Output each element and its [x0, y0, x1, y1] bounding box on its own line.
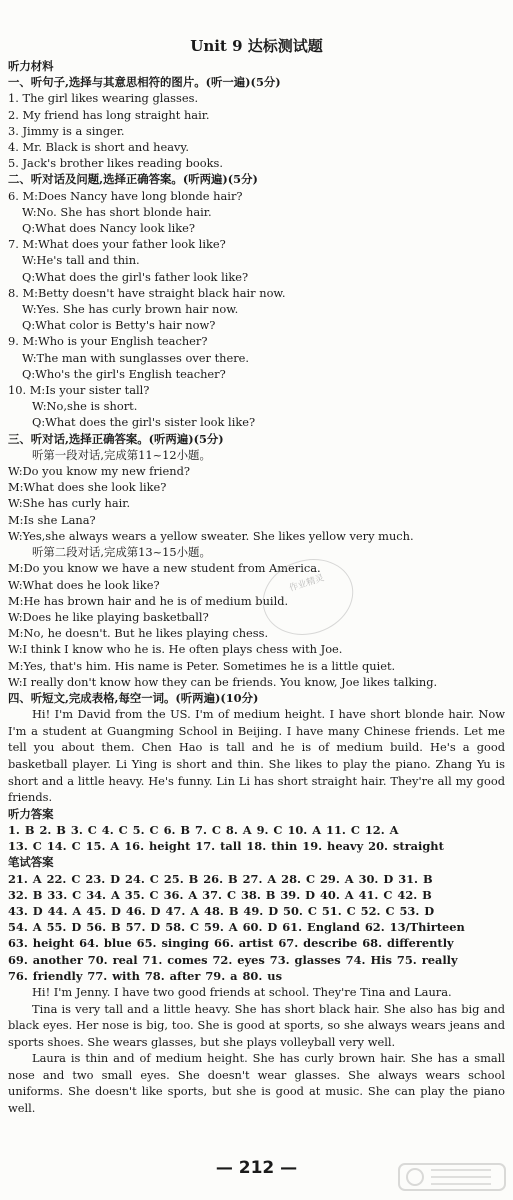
section-3b-intro: 听第二段对话,完成第13~15小题。: [32, 545, 211, 560]
answer-row: 43. D 44. A 45. D 46. D 47. A 48. B 49. D 50. C 51. C 52. C 53. D: [8, 903, 435, 918]
section-1-list: [8, 90, 505, 171]
dialogue-line: Q:What does the girl's father look like?: [22, 269, 249, 284]
answer-row: 69. another 70. real 71. comes 72. eyes 73. glasses 74. His 75. really: [8, 952, 458, 967]
dialogue-line: W:Do you know my new friend?: [8, 464, 190, 479]
answer-row: 32. B 33. C 34. A 35. C 36. A 37. C 38. B 39. D 40. A 41. C 42. B: [8, 887, 432, 902]
passage-paragraph-1: Hi! I'm Jenny. I have two good friends at school. They're Tina and Laura.: [32, 984, 452, 999]
written-answers: [8, 871, 505, 984]
dialogue-line: 9. M:Who is your English teacher?: [8, 334, 208, 349]
dialogue-line: Q:What does Nancy look like?: [22, 221, 196, 236]
sentence-item: 3. Jimmy is a singer.: [8, 123, 125, 138]
dialogue-line: W:Yes. She has curly brown hair now.: [22, 302, 239, 317]
answer-row: 76. friendly 77. with 78. after 79. a 80. us: [8, 968, 282, 983]
section-4-heading: 四、听短文,完成表格,每空一词。(听两遍)(10分): [8, 690, 259, 705]
section-3-heading: 三、听对话,选择正确答案。(听两遍)(5分): [8, 431, 224, 446]
section-4-passage: Hi! I'm David from the US. I'm of medium height. I have short blonde hair. Now I'm a student at Guangming School in Beijing. I have many Chinese friends. Let me tell you about them. Chen Hao is tall and he is of medium build. He's a good basketball player. Li Ying is short and thin. She likes to play the piano. Zhang Yu is short and a little heavy. He's funny. Lin Li has short straight hair. They're all my good friends.: [8, 707, 505, 805]
section-1-heading: 一、听句子,选择与其意思相符的图片。(听一遍)(5分): [8, 75, 281, 90]
dialogue-line: 7. M:What does your father look like?: [8, 237, 226, 252]
dialogue-line: W:What does he look like?: [8, 577, 160, 592]
written-answers-heading: 笔试答案: [8, 855, 54, 870]
sentence-item: 1. The girl likes wearing glasses.: [8, 91, 199, 106]
sentence-item: 5. Jack's brother likes reading books.: [8, 156, 223, 171]
passage-paragraph-3: Laura is thin and of medium height. She has curly brown hair. She has a small nose and two small eyes. She doesn't wear glasses. She always wears school uniforms. She doesn't like sports, but she is good at music. She can play the piano well.: [8, 1051, 505, 1116]
passage-paragraph-2: Tina is very tall and a little heavy. She has short black hair. She also has big and black eyes. Her nose is big, too. She is good at sports, so she always wears jeans and sports shoes. She wears glasses, but she plays volleyball very well.: [8, 1001, 505, 1049]
dialogue-line: W:No,she is short.: [32, 399, 138, 414]
dialogue-line: M:What does she look like?: [8, 480, 167, 495]
section-listening-material: 听力材料: [8, 59, 54, 73]
answer-row: 21. A 22. C 23. D 24. C 25. B 26. B 27. A 28. C 29. A 30. D 31. B: [8, 871, 433, 886]
section-3a-dialogue: [8, 463, 505, 544]
dialogue-line: M:Yes, that's him. His name is Peter. Sometimes he is a little quiet.: [8, 658, 396, 673]
dialogue-line: W:I really don't know how they can be friends. You know, Joe likes talking.: [8, 674, 438, 689]
section-3a-intro: 听第一段对话,完成第11~12小题。: [32, 447, 211, 462]
dialogue-line: W:The man with sunglasses over there.: [22, 350, 250, 365]
dialogue-line: 10. M:Is your sister tall?: [8, 383, 150, 398]
section-2-heading: 二、听对话及问题,选择正确答案。(听两遍)(5分): [8, 172, 258, 187]
listening-answers: [8, 822, 505, 854]
dialogue-line: W:Yes,she always wears a yellow sweater. She likes yellow very much.: [8, 528, 414, 543]
section-3b-dialogue: [8, 560, 505, 690]
dialogue-line: W:No. She has short blonde hair.: [22, 204, 212, 219]
dialogue-line: Q:What color is Betty's hair now?: [22, 318, 216, 333]
answer-row: 54. A 55. D 56. B 57. D 58. C 59. A 60. D 61. England 62. 13/Thirteen: [8, 920, 465, 935]
dialogue-line: M:Is she Lana?: [8, 512, 96, 527]
dialogue-line: 6. M:Does Nancy have long blonde hair?: [8, 188, 243, 203]
dialogue-line: Q:What does the girl's sister look like?: [32, 415, 256, 430]
dialogue-line: W:Does he like playing basketball?: [8, 609, 209, 624]
dialogue-line: W:He's tall and thin.: [22, 253, 140, 268]
page-content: [8, 36, 505, 1117]
dialogue-line: M:Do you know we have a new student from America.: [8, 561, 321, 576]
page-number: — 212 —: [215, 1158, 298, 1178]
dialogue-line: M:No, he doesn't. But he likes playing chess.: [8, 626, 269, 641]
dialogue-line: 8. M:Betty doesn't have straight black hair now.: [8, 285, 286, 300]
dialogue-line: W:I think I know who he is. He often plays chess with Joe.: [8, 642, 343, 657]
answer-row: 1. B 2. B 3. C 4. C 5. C 6. B 7. C 8. A 9. C 10. A 11. C 12. A: [8, 822, 399, 837]
dialogue-line: M:He has brown hair and he is of medium build.: [8, 593, 289, 608]
sentence-item: 4. Mr. Black is short and heavy.: [8, 140, 189, 155]
watermark-logo-icon: [397, 1160, 507, 1194]
stamp-text: 作业精灵: [288, 573, 326, 595]
answer-row: 13. C 14. C 15. A 16. height 17. tall 18. thin 19. heavy 20. straight: [8, 839, 444, 854]
dialogue-line: W:She has curly hair.: [8, 496, 131, 511]
section-2-list: [8, 188, 505, 431]
page-title: Unit 9 达标测试题: [190, 37, 323, 55]
sentence-item: 2. My friend has long straight hair.: [8, 107, 210, 122]
answer-row: 63. height 64. blue 65. singing 66. artist 67. describe 68. differently: [8, 936, 454, 951]
listening-answers-heading: 听力答案: [8, 806, 54, 821]
dialogue-line: Q:Who's the girl's English teacher?: [22, 366, 226, 381]
